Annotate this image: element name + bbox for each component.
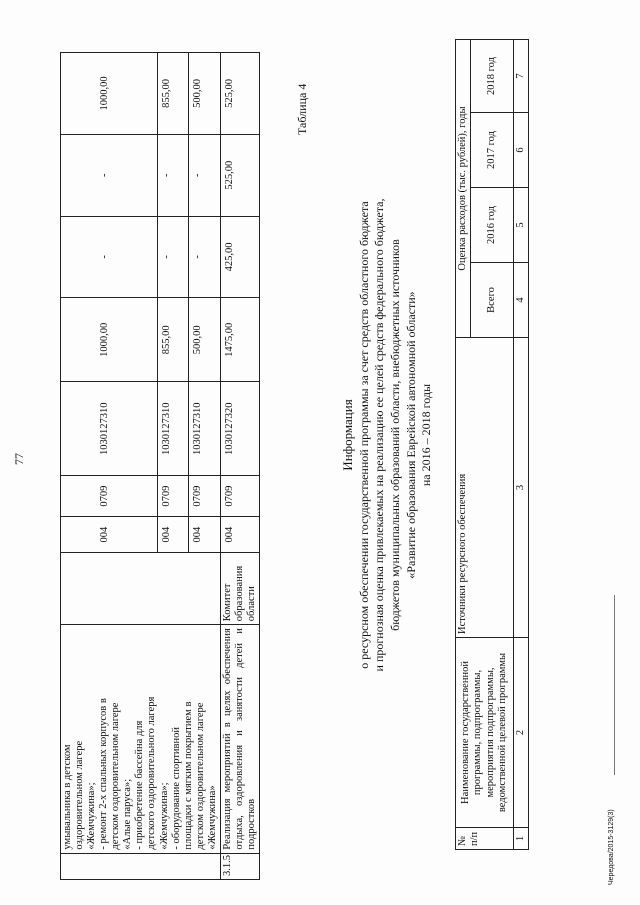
- table-row: [61, 53, 158, 880]
- row-num: [61, 853, 221, 879]
- measure-description: Реализация мероприятий в целях обеспечения отдыха, оздоровления и занятости детей и подростков: [220, 625, 259, 853]
- heading-line: «Развитие образования Еврейской автономной области»: [403, 291, 418, 579]
- index-cell: 4: [514, 263, 529, 338]
- value-2016: -: [189, 216, 221, 298]
- total-value: 500,00: [189, 298, 221, 382]
- grbs-code: 004: [220, 517, 259, 553]
- header-cost-group: Оценка расходов (тыс. рублей), годы: [456, 40, 471, 338]
- target-article-code: 1030127310: [157, 382, 189, 476]
- header-source: Источники ресурсного обеспечения: [456, 338, 514, 638]
- header-row: [456, 40, 471, 850]
- value-2016: -: [61, 216, 158, 298]
- footer-code: Чередова/2015-3129(3): [608, 809, 615, 885]
- index-cell: 7: [514, 40, 529, 113]
- responsible-org: [61, 553, 221, 625]
- section-code: 0709: [189, 476, 221, 517]
- section-code: 0709: [220, 476, 259, 517]
- heading-line: о ресурсном обеспечении государственной программы за счет средств областного бюджета: [356, 201, 371, 669]
- row-num: 3.1.5: [220, 853, 259, 879]
- total-value: 1475,00: [220, 298, 259, 382]
- resource-table-header: [455, 39, 529, 850]
- header-2016: 2016 год: [471, 188, 514, 263]
- heading-line: бюджетов муниципальных образований области, внебюджетных источников: [388, 239, 403, 631]
- value-2017: -: [61, 134, 158, 216]
- value-2016: 425,00: [220, 216, 259, 298]
- table-row: [220, 53, 259, 880]
- section-code: 0709: [157, 476, 189, 517]
- index-cell: 5: [514, 188, 529, 263]
- grbs-code: 004: [157, 517, 189, 553]
- measure-description: умывальника в детском оздоровительном лагере «Жемчужина»; - ремонт 2-х спальных корпусов в детском оздоровительном лагере «Алые паруса»; - приобретение бассейна для детского оздоровительного лагеря «Жемчужина»; - оборудование спортивной площадки с мягким покрытием в детском оздоровительном лагере «Жемчужина»: [61, 625, 221, 853]
- total-value: 1000,00: [61, 298, 158, 382]
- grbs-code: 004: [61, 517, 158, 553]
- index-row: [514, 40, 529, 850]
- document-heading: [340, 165, 435, 705]
- value-2017: -: [157, 134, 189, 216]
- value-2018: 525,00: [220, 53, 259, 135]
- index-cell: 6: [514, 113, 529, 188]
- header-total: Всего: [471, 263, 514, 338]
- index-cell: 1: [514, 828, 529, 850]
- index-cell: 2: [514, 638, 529, 828]
- table-number-label: Таблица 4: [295, 83, 309, 135]
- heading-line: на 2016 – 2018 годы: [419, 383, 434, 487]
- value-2018: 1000,00: [61, 53, 158, 135]
- header-2018: 2018 год: [471, 40, 514, 113]
- header-2017: 2017 год: [471, 113, 514, 188]
- value-2017: 525,00: [220, 134, 259, 216]
- target-article-code: 1030127310: [61, 382, 158, 476]
- target-article-code: 1030127320: [220, 382, 259, 476]
- page-number: 77: [12, 453, 26, 465]
- continuation-table: [60, 52, 260, 880]
- header-name: Наименование государственной программы, подпрограммы, мероприятия подпрограммы, ведомственной целевой программы: [456, 638, 514, 828]
- value-2016: -: [157, 216, 189, 298]
- heading-title: Информация: [340, 399, 355, 471]
- value-2018: 500,00: [189, 53, 221, 135]
- value-2018: 855,00: [157, 53, 189, 135]
- header-num: № п/п: [456, 828, 514, 850]
- responsible-org: Комитет образования области: [220, 553, 259, 625]
- index-cell: 3: [514, 338, 529, 638]
- target-article-code: 1030127310: [189, 382, 221, 476]
- value-2017: -: [189, 134, 221, 216]
- section-code: 0709: [61, 476, 158, 517]
- heading-line: и прогнозная оценка привлекаемых на реализацию ее целей средств федерального бюджета,: [372, 198, 387, 672]
- total-value: 855,00: [157, 298, 189, 382]
- grbs-code: 004: [189, 517, 221, 553]
- footer-divider: [614, 595, 615, 775]
